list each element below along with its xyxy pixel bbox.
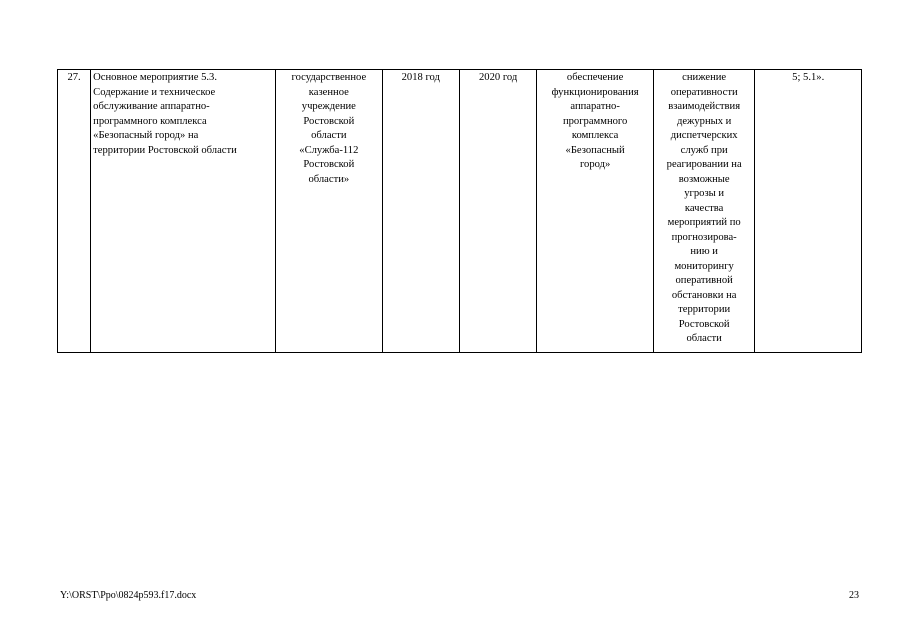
executor-cell: государственное казенное учреждение Ростовской области «Служба-112 Ростовской области» <box>276 70 383 353</box>
activity-table <box>57 69 862 353</box>
expected-result-cell: обеспечение функционирования аппаратно- программного комплекса «Безопасный город» <box>537 70 654 353</box>
row-number-cell: 27. <box>58 70 91 353</box>
start-year-cell: 2018 год <box>382 70 459 353</box>
table-row <box>58 70 862 353</box>
page-number: 23 <box>849 590 859 601</box>
activity-name-cell: Основное мероприятие 5.3. Содержание и техническое обслуживание аппаратно- программного комплекса «Безопасный город» на территории Ростовской области <box>91 70 276 353</box>
footer-file-path: Y:\ORST\Ppo\0824p593.f17.docx <box>60 590 197 601</box>
end-year-cell: 2020 год <box>459 70 536 353</box>
indicator-link-cell: 5; 5.1». <box>755 70 862 353</box>
consequences-cell: снижение оперативности взаимодействия дежурных и диспетчерских служб при реагировании на возможные угрозы и качества мероприятий по прогнозирова- нию и мониторингу оперативной обстановки на территории Ростовской области <box>653 70 755 353</box>
